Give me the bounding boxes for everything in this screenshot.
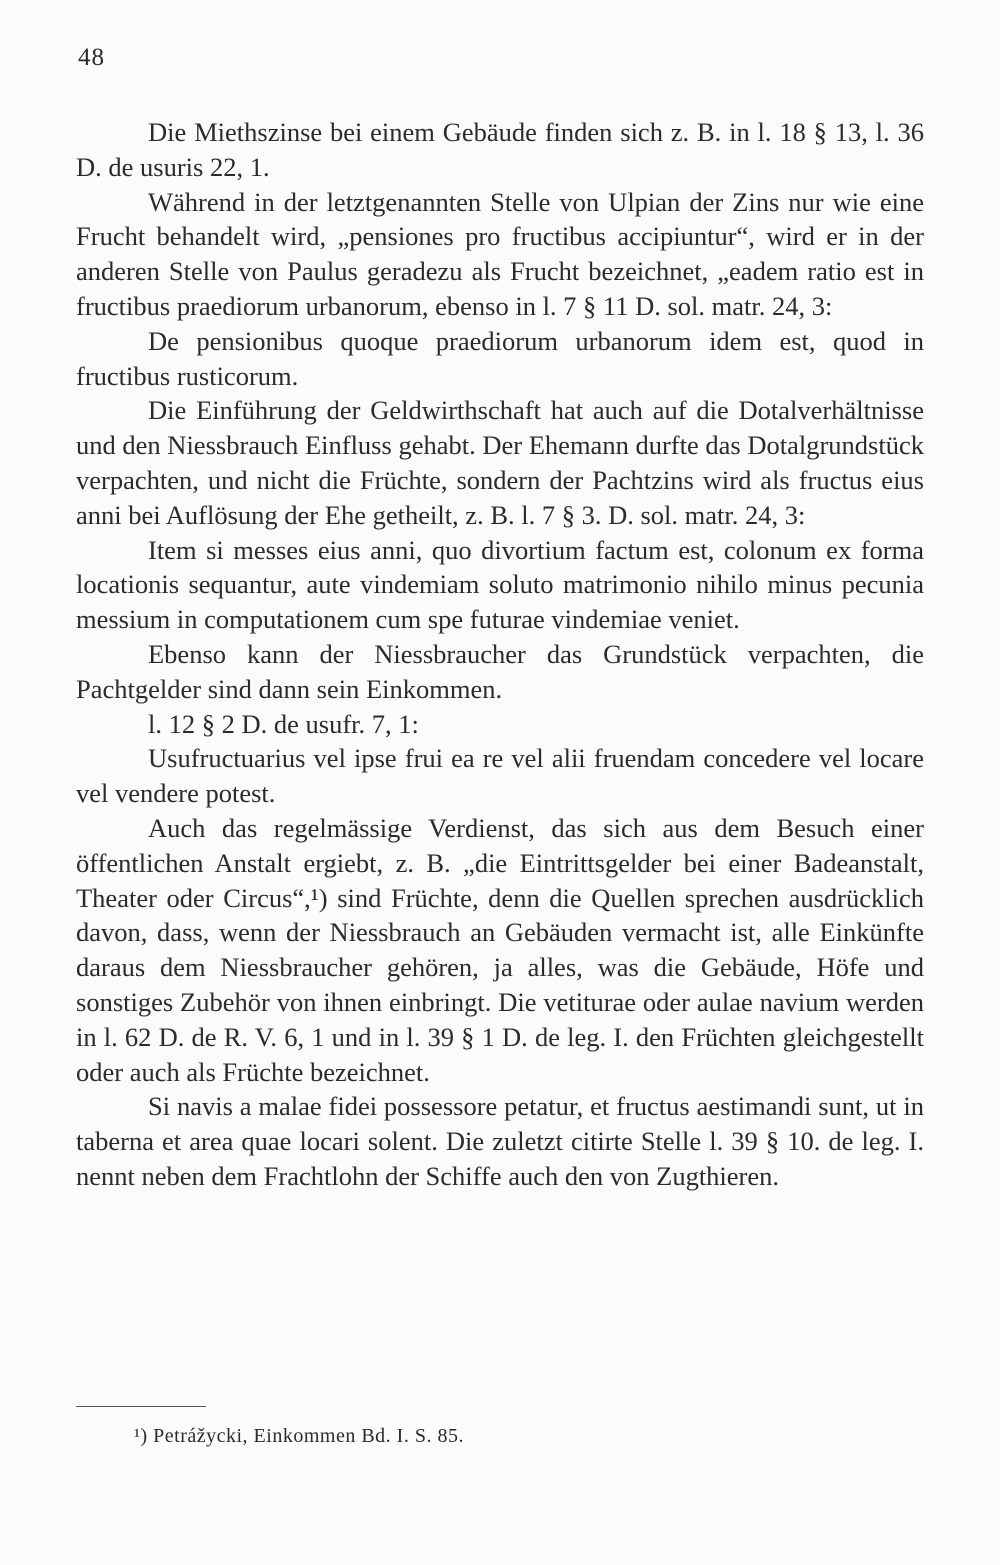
quotation: De pensionibus quoque praediorum urbanorum idem est, quod in fructibus rusticorum. [76, 325, 924, 391]
footnote-divider [76, 1406, 206, 1407]
paragraph: Ebenso kann der Niessbraucher das Grundstück verpachten, die Pachtgelder sind dann sein Einkommen. [76, 638, 924, 704]
paragraph: Si navis a malae fidei possessore petatur, et fructus aestimandi sunt, ut in taberna et area quae locari solent. Die zuletzt citirte Stelle l. 39 § 10. de leg. I. nennt neben dem Frachtlohn der Schiffe auch den von Zugthieren. [76, 1091, 924, 1191]
citation-line: l. 12 § 2 D. de usufr. 7, 1: [148, 708, 419, 739]
quotation: Item si messes eius anni, quo divortium factum est, colonum ex forma locationis sequantur, aute vindemiam soluto matrimonio nihilo minus pecunia messium in computationem cum spe futurae vindemiae veniet. [76, 534, 924, 635]
footnote: ¹) Petrážycki, Einkommen Bd. I. S. 85. [134, 1425, 464, 1447]
paragraph: Während in der letztgenannten Stelle von Ulpian der Zins nur wie eine Frucht behandelt wird, „pensiones pro fructibus accipiuntur“, wird er in der anderen Stelle von Paulus geradezu als Frucht bezeichnet, „eadem ratio est in fructibus praediorum urbanorum, ebenso in l. 7 § 11 D. sol. matr. 24, 3: [76, 186, 924, 321]
body-text [76, 115, 924, 1194]
quotation: Usufructuarius vel ipse frui ea re vel alii fruendam concedere vel locare vel vendere potest. [76, 743, 924, 809]
page-number: 48 [78, 44, 105, 71]
paragraph: Die Miethszinse bei einem Gebäude finden sich z. B. in l. 18 § 13, l. 36 D. de usuris 22, 1. [76, 117, 924, 182]
paragraph: Die Einführung der Geldwirthschaft hat auch auf die Dotalverhältnisse und den Niessbrauch Einfluss gehabt. Der Ehemann durfte das Dotalgrundstück verpachten, und nicht die Früchte, sondern der Pachtzins wird als fructus eius anni bei Auflösung der Ehe getheilt, z. B. l. 7 § 3. D. sol. matr. 24, 3: [76, 395, 924, 530]
paragraph: Auch das regelmässige Verdienst, das sich aus dem Besuch einer öffentlichen Anstalt ergiebt, z. B. „die Eintrittsgelder bei einer Badeanstalt, Theater oder Circus“,¹) sind Früchte, denn die Quellen sprechen ausdrücklich davon, dass, wenn der Niessbrauch an Gebäuden vermacht ist, alle Einkünfte daraus dem Niessbraucher gehören, ja alles, was die Gebäude, Höfe und sonstiges Zubehör von ihnen einbringt. Die vetiturae oder aulae navium werden in l. 62 D. de R. V. 6, 1 und in l. 39 § 1 D. de leg. I. den Früchten gleichgestellt oder auch als Früchte bezeichnet. [76, 812, 924, 1087]
